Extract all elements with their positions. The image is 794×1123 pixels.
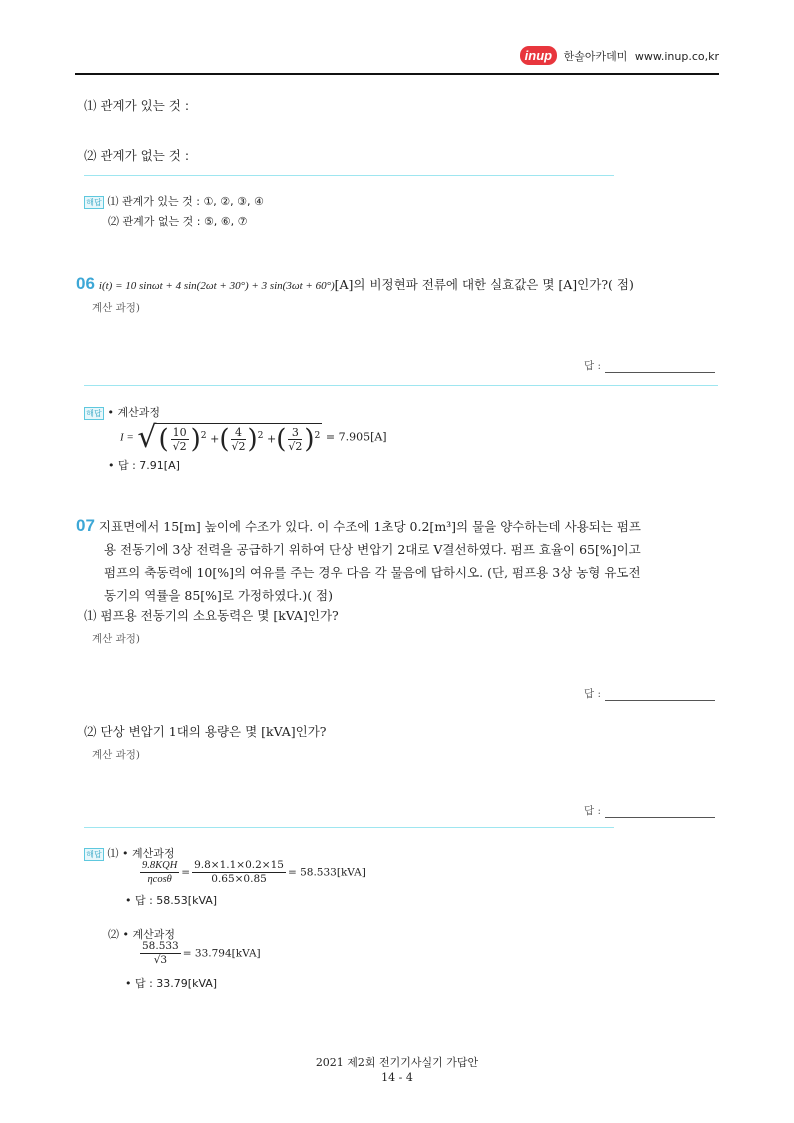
divider [84,175,614,176]
frac-den-3: √2 [288,439,303,453]
prev-answer [84,193,264,209]
current-formula: i(t) = 10 sinωt + 4 sin(2ωt + 30°) + 3 sin(3ωt + 60°) [98,280,335,292]
answer-line [605,805,715,818]
page-number: 14 - 4 [381,1071,413,1084]
prev-a1: ⑴ 관계가 있는 것 : ①, ②, ③, ④ [107,195,264,208]
q06-final-answer: • 답 : 7.91[A] [108,459,180,472]
site-url: www.inup.co,kr [634,50,719,63]
answer-label: 답 : [584,688,602,700]
q07-final-2: • 답 : 33.79[kVA] [125,977,218,990]
question-text: [A]의 비정현파 전류에 대한 실효값은 몇 [A]인가?( 점) [334,277,634,292]
question-06 [76,274,736,294]
q07-sub1: ⑴ 펌프용 전동기의 소요동력은 몇 [kVA]인가? [84,608,339,623]
q07-formula-2 [138,940,261,967]
prev-a2: ⑵ 관계가 없는 것 : ⑤, ⑥, ⑦ [108,215,248,228]
divider [84,385,718,386]
answer-line [605,688,715,701]
sqrt-sign: √ [137,420,157,455]
header-rule [75,73,719,75]
sqrt-body: ( $\frac{10}{√2}$ )$^2$ +( $\frac{4}{√2}$ )$^2$ +( $\frac{3}{√2}$ )$^2$ [158,424,321,454]
q07-formula-1: $\frac{\text{9.8KQH}}{\eta\cos\theta}$ = $\frac{9.8\times 1.1\times 0.2\times 15}{0.65\times 0.85}$ = 58.533[kVA] [142,859,366,885]
q07-line1: 지표면에서 15[m] 높이에 수조가 있다. 이 수조에 1초당 0.2[m³]의 물을 양수하는데 사용되는 펌프 [98,519,641,534]
answer-badge: 해답 [84,407,104,420]
q07-line4: 동기의 역률을 85[%]로 가정하였다.)( 점) [104,588,334,603]
answer-badge: 해답 [84,848,104,861]
question-number: 07 [76,516,95,535]
frac-num: 58.533 [142,940,179,952]
exponent: 2 [257,429,264,441]
formula-result: = 58.533[kVA] [287,866,366,879]
calc-label: 계산 과정) [92,633,141,645]
q06-solution-head [84,404,160,420]
q06-formula [120,420,387,455]
formula-result: = 33.794[kVA] [182,947,261,960]
exponent: 2 [200,429,207,441]
question-number: 06 [76,274,95,293]
question-07 [76,514,726,607]
frac-den: ηcosθ [147,874,172,885]
frac-num: 9.8×1.1×0.2×15 [194,859,284,871]
answer-field [584,686,715,701]
inup-logo: inup [520,46,557,65]
frac-num: 9.8KQH [142,860,178,871]
prev-q1: ⑴ 관계가 있는 것 : [84,98,190,113]
frac-num-1: 10 [172,425,187,439]
frac-den-2: √2 [231,439,246,453]
divider [84,827,614,828]
answer-label: 답 : [584,805,602,817]
formula-result: = 7.905[A] [325,430,387,444]
frac-num-3: 3 [288,426,302,440]
q07-line2: 용 전동기에 3상 전력을 공급하기 위하여 단상 변압기 2대로 V결선하였다. 펌프 효율이 65[%]이고 [104,542,641,557]
q07-final-1: • 답 : 58.53[kVA] [125,894,218,907]
answer-field [584,358,715,373]
answer-badge: 해답 [84,196,104,209]
frac-den-1: √2 [172,439,187,453]
footer-title: 2021 제2회 전기기사실기 가답안 [315,1056,479,1069]
formula-lhs: I = [120,431,134,444]
frac-num-2: 4 [231,426,245,440]
solution-title: • 계산과정 [107,406,160,419]
solution1-title: ⑴ • 계산과정 [107,847,175,860]
header [520,46,719,65]
answer-line [605,360,715,373]
answer-field [584,803,715,818]
frac-den: √3 [153,954,168,966]
answer-label: 답 : [584,360,602,372]
prev-q2: ⑵ 관계가 없는 것 : [84,148,190,163]
q07-line3: 펌프의 축동력에 10[%]의 여유를 주는 경우 다음 각 물음에 답하시오. (단, 펌프용 3상 농형 유도전 [104,565,641,580]
exponent: 2 [314,429,321,441]
calc-label: 계산 과정) [92,302,141,314]
q07-sub2: ⑵ 단상 변압기 1대의 용량은 몇 [kVA]인가? [84,724,327,739]
frac-den: 0.65×0.85 [211,873,267,885]
brand-name: 한솔아카데미 [563,50,628,63]
q07-solution2-head: ⑵ • 계산과정 [108,928,175,941]
calc-label: 계산 과정) [92,749,141,761]
